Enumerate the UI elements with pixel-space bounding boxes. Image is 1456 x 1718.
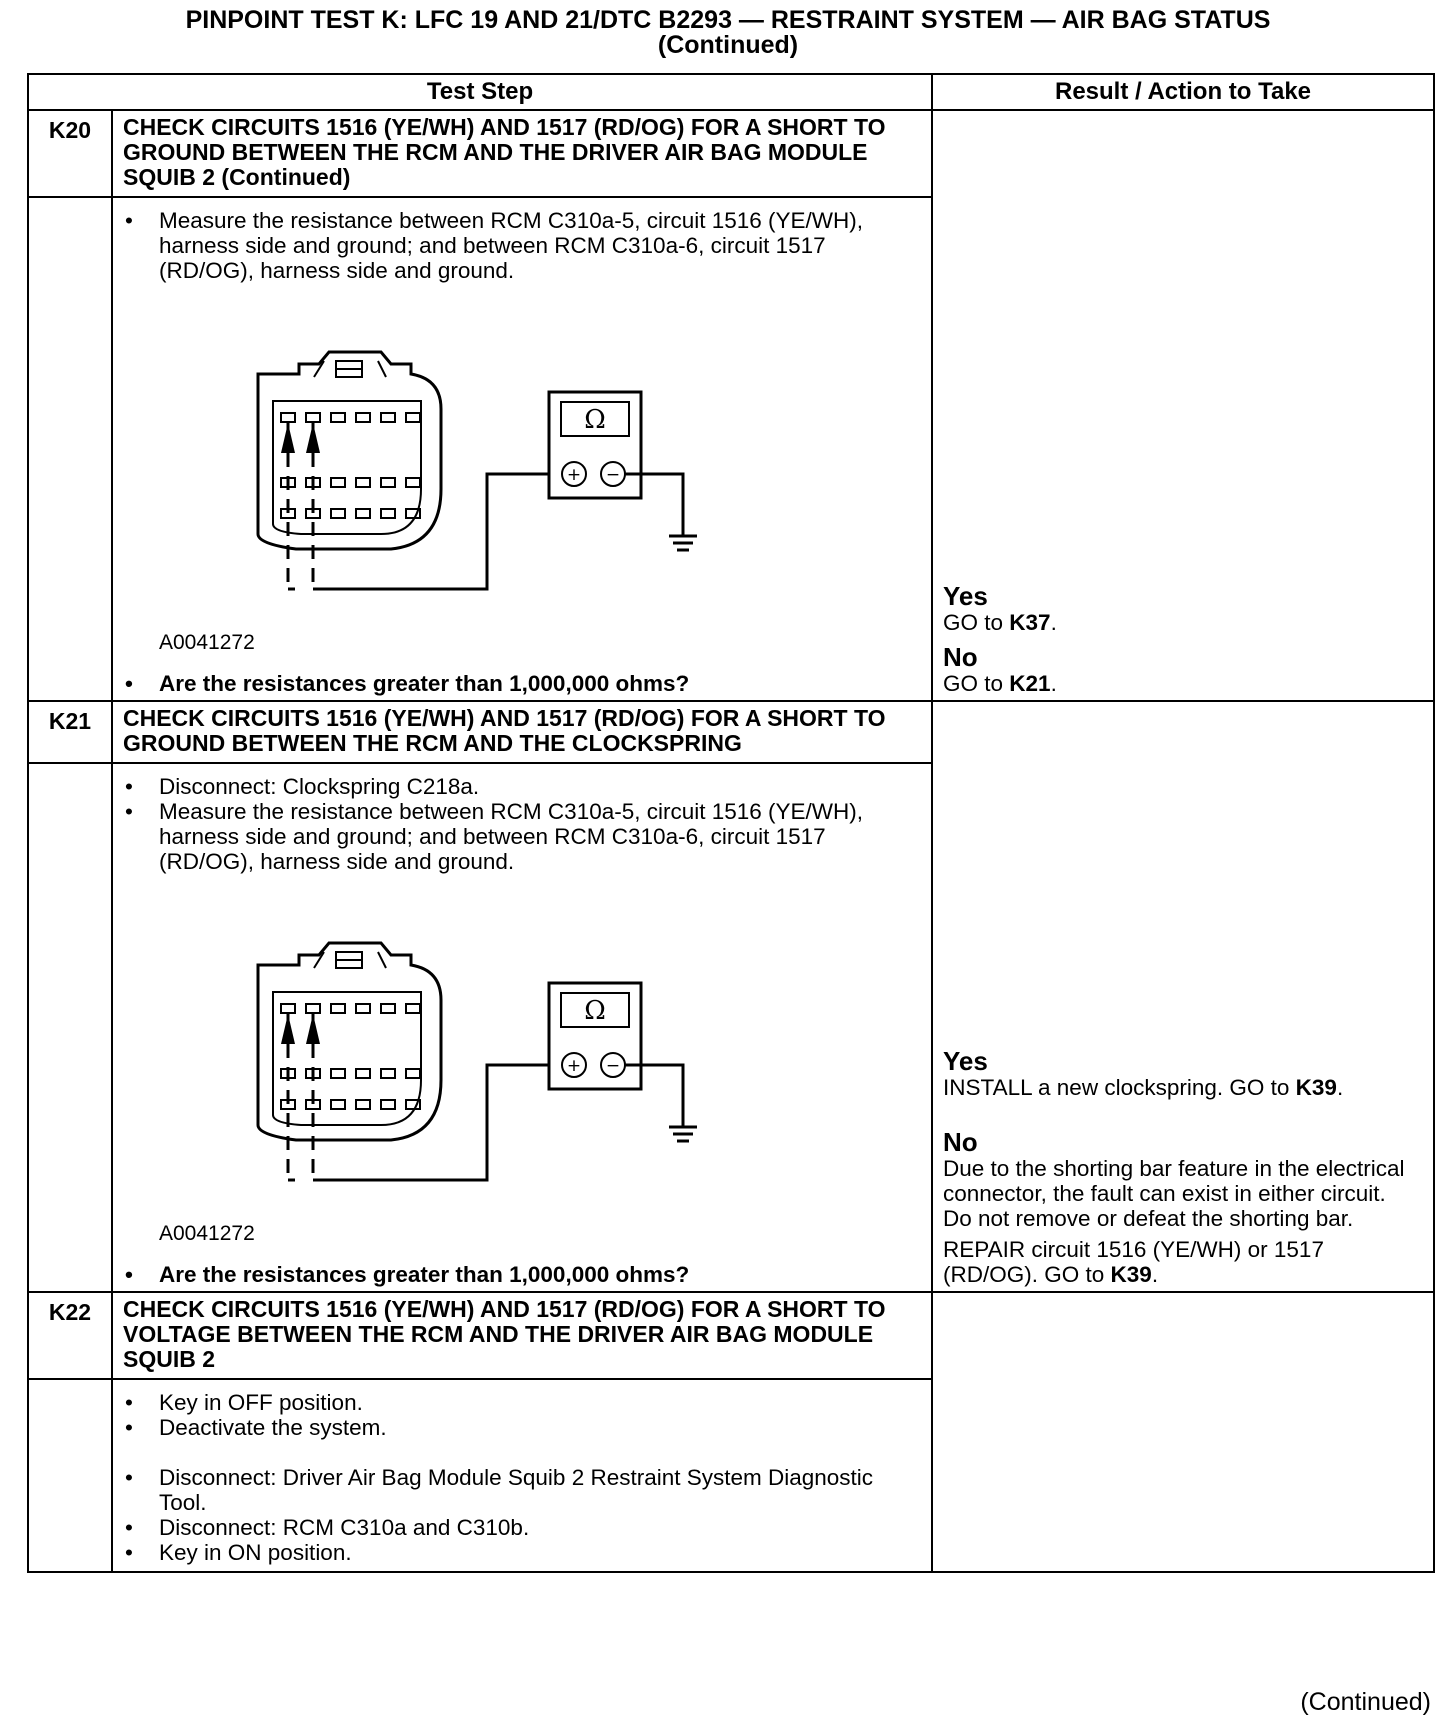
step-heading: CHECK CIRCUITS 1516 (YE/WH) AND 1517 (RD/OG) FOR A SHORT TO GROUND BETWEEN THE RCM AND THE CLOCKSPRING [112, 701, 932, 763]
no-action: REPAIR circuit 1516 (YE/WH) or 1517 (RD/OG). GO to K39. [943, 1237, 1324, 1287]
list-item: • Key in ON position. [121, 1540, 911, 1565]
list-item: • Deactivate the system. [121, 1415, 911, 1440]
blank-cell [28, 197, 112, 701]
no-action: GO to K21. [943, 671, 1057, 696]
yes-action: INSTALL a new clockspring. GO to K39. [943, 1075, 1344, 1100]
list-item: • Disconnect: RCM C310a and C310b. [121, 1515, 911, 1540]
ohm-symbol: Ω [584, 405, 606, 435]
connector-meter-diagram [221, 349, 721, 599]
blank-cell [28, 1379, 112, 1572]
pinpoint-test-table [27, 73, 1435, 1573]
continued-footer: (Continued) [1300, 1688, 1431, 1716]
step-body [112, 763, 932, 1292]
page-title [0, 8, 1456, 58]
figure-id: A0041272 [159, 1222, 255, 1245]
step-link[interactable]: K39 [1295, 1075, 1337, 1100]
result-cell [932, 110, 1434, 701]
plus-terminal: + [566, 465, 582, 485]
yes-action: GO to K37. [943, 610, 1057, 635]
title-line-2: (Continued) [657, 31, 799, 59]
yes-label: Yes [943, 581, 988, 611]
step-id: K21 [28, 701, 112, 763]
col-result-action: Result / Action to Take [932, 74, 1434, 110]
step-k22-heading-row [28, 1292, 1434, 1379]
minus-terminal: − [605, 1056, 621, 1076]
list-item: • Disconnect: Clockspring C218a. [121, 774, 911, 799]
no-label: No [943, 642, 978, 672]
step-k20-heading-row [28, 110, 1434, 197]
blank-cell [28, 763, 112, 1292]
list-item: • Measure the resistance between RCM C310a-5, circuit 1516 (YE/WH), harness side and ground; and between RCM C310a-6, circuit 1517 (RD/OG), harness side and ground. [121, 208, 911, 283]
step-k21-heading-row [28, 701, 1434, 763]
step-id: K22 [28, 1292, 112, 1379]
list-item: • Measure the resistance between RCM C310a-5, circuit 1516 (YE/WH), harness side and ground; and between RCM C310a-6, circuit 1517 (RD/OG), harness side and ground. [121, 799, 911, 874]
step-heading: CHECK CIRCUITS 1516 (YE/WH) AND 1517 (RD/OG) FOR A SHORT TO GROUND BETWEEN THE RCM AND THE DRIVER AIR BAG MODULE SQUIB 2 (Continued) [112, 110, 932, 197]
plus-terminal: + [566, 1056, 582, 1076]
result-cell [932, 701, 1434, 1292]
step-id: K20 [28, 110, 112, 197]
minus-terminal: − [605, 465, 621, 485]
step-body [112, 1379, 932, 1572]
result-cell [932, 1292, 1434, 1572]
col-test-step: Test Step [28, 74, 932, 110]
yes-label: Yes [943, 1046, 988, 1076]
step-link[interactable]: K21 [1009, 671, 1051, 696]
step-heading: CHECK CIRCUITS 1516 (YE/WH) AND 1517 (RD/OG) FOR A SHORT TO VOLTAGE BETWEEN THE RCM AND THE DRIVER AIR BAG MODULE SQUIB 2 [112, 1292, 932, 1379]
list-item: • Disconnect: Driver Air Bag Module Squib 2 Restraint System Diagnostic Tool. [121, 1465, 911, 1515]
no-explanation: Due to the shorting bar feature in the electrical connector, the fault can exist in either circuit. Do not remove or defeat the shorting bar. [943, 1156, 1405, 1231]
ohm-symbol: Ω [584, 996, 606, 1026]
step-body [112, 197, 932, 701]
step-link[interactable]: K39 [1110, 1262, 1152, 1287]
no-label: No [943, 1127, 978, 1157]
step-link[interactable]: K37 [1009, 610, 1051, 635]
connector-meter-diagram [221, 940, 721, 1190]
figure-id: A0041272 [159, 631, 255, 654]
step-question: • Are the resistances greater than 1,000,000 ohms? [121, 1262, 911, 1287]
table-header-row [28, 74, 1434, 110]
title-line-1: PINPOINT TEST K: LFC 19 AND 21/DTC B2293 — RESTRAINT SYSTEM — AIR BAG STATUS [185, 6, 1271, 34]
step-question: • Are the resistances greater than 1,000,000 ohms? [121, 671, 911, 696]
list-item: • Key in OFF position. [121, 1390, 911, 1415]
